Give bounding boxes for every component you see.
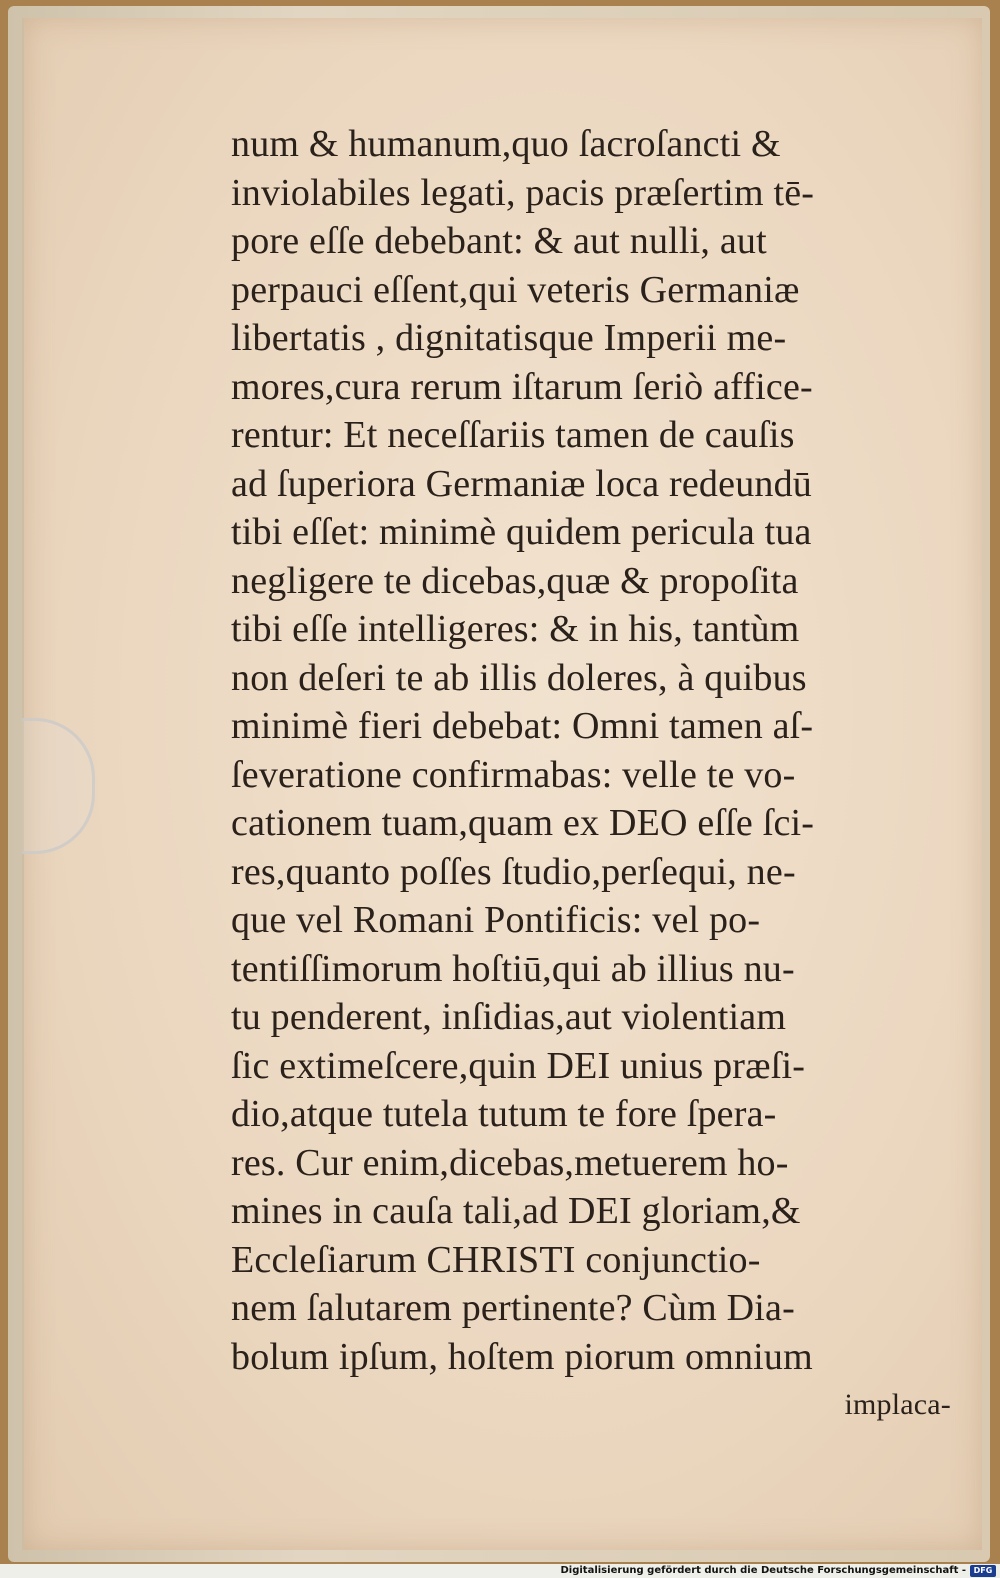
text-line: dio,atque tutela tutum te fore ſpera- bbox=[231, 1093, 777, 1135]
text-line: que vel Romani Pontificis: vel po- bbox=[231, 899, 761, 941]
text-line: bolum ipſum, hoſtem piorum omnium bbox=[231, 1335, 813, 1378]
text-line: negligere te dicebas,quæ & propoſita bbox=[231, 559, 799, 602]
text-line: res,quanto poſſes ſtudio,perſequi, ne- bbox=[231, 850, 796, 893]
text-line: mores,cura rerum iſtarum ſeriò affice- bbox=[231, 365, 813, 408]
text-line: tibi eſſe intelligeres: & in his, tantùm bbox=[231, 608, 800, 650]
text-line: cationem tuam,quam ex DEO eſſe ſci- bbox=[231, 802, 815, 844]
text-line: rentur: Et neceſſariis tamen de cauſis bbox=[231, 414, 795, 456]
text-line: ſeveratione confirmabas: velle te vo- bbox=[231, 753, 796, 796]
text-line: tu penderent, inſidias,aut violentiam bbox=[231, 996, 787, 1038]
footer-bar bbox=[0, 1564, 1000, 1578]
text-line: non deſeri te ab illis doleres, à quibus bbox=[231, 656, 807, 699]
text-line: tibi eſſet: minimè quidem pericula tua bbox=[231, 511, 812, 553]
paper-clip bbox=[22, 718, 95, 854]
text-line: perpauci eſſent,qui veteris Germaniæ bbox=[231, 268, 800, 311]
text-line: minimè fieri debebat: Omni tamen aſ- bbox=[231, 705, 814, 747]
text-line: nem ſalutarem pertinente? Cùm Dia- bbox=[231, 1287, 795, 1329]
text-line: Eccleſiarum CHRISTI conjunctio- bbox=[231, 1238, 761, 1281]
text-line: num & humanum,quo ſacroſancti & bbox=[231, 123, 781, 165]
text-line: mines in cauſa tali,ad DEI gloriam,& bbox=[231, 1190, 801, 1232]
dfg-logo: DFG bbox=[970, 1565, 996, 1577]
text-line: inviolabiles legati, pacis præſertim tē- bbox=[231, 171, 815, 214]
text-block bbox=[231, 120, 951, 1430]
text-line: ad ſuperiora Germaniæ loca redeundū bbox=[231, 462, 812, 505]
text-line: tentiſſimorum hoſtiū,qui ab illius nu- bbox=[231, 947, 795, 990]
text-line: res. Cur enim,dicebas,metuerem ho- bbox=[231, 1141, 789, 1184]
footer-credit: Digitalisierung gefördert durch die Deutsche Forschungsgemeinschaft - bbox=[560, 1565, 966, 1576]
catchword: implaca- bbox=[844, 1388, 951, 1421]
text-line: libertatis , dignitatisque Imperii me- bbox=[231, 317, 787, 359]
text-line: pore eſſe debebant: & aut nulli, aut bbox=[231, 220, 767, 262]
text-line: ſic extimeſcere,quin DEI unius præſi- bbox=[231, 1044, 806, 1087]
